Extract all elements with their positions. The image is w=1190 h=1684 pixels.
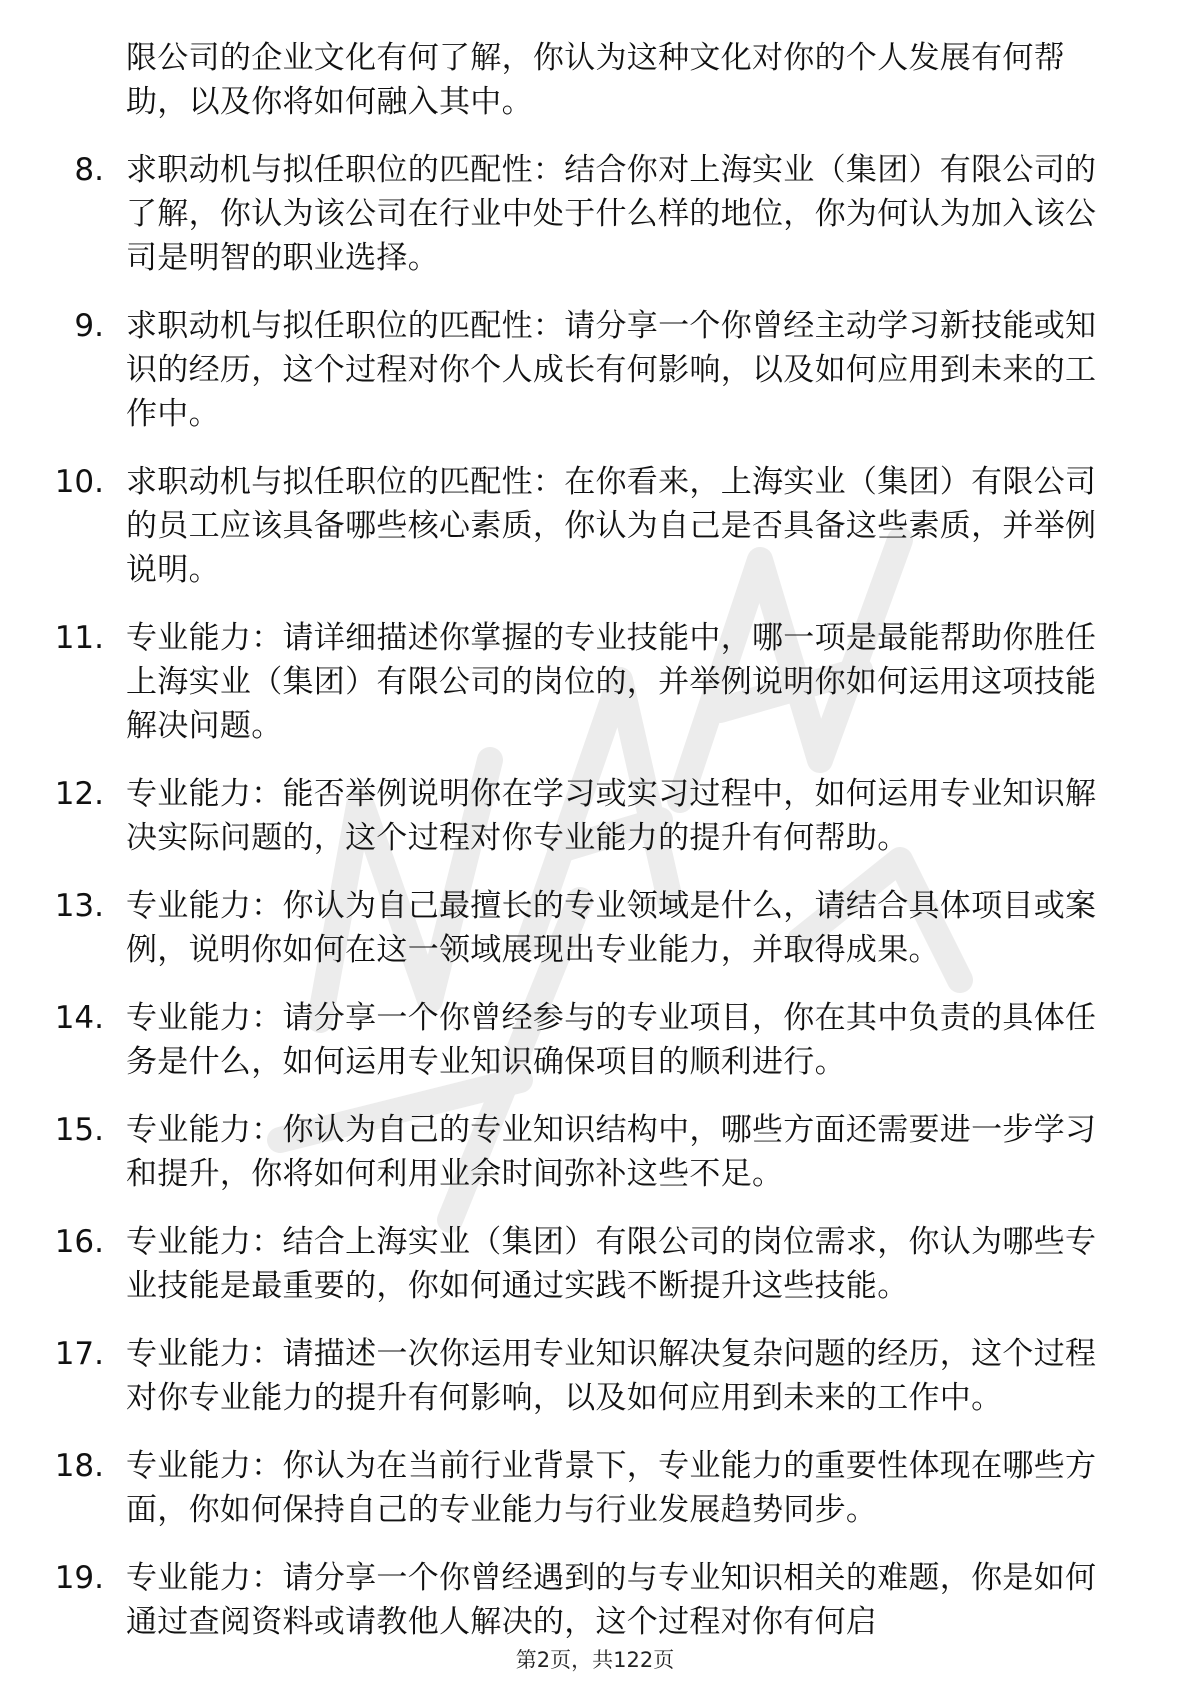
- list-item: [0, 1108, 1190, 1196]
- list-item: [0, 616, 1190, 748]
- list-item: [0, 1444, 1190, 1532]
- item-text: 专业能力：能否举例说明你在学习或实习过程中，如何运用专业知识解决实际问题的，这个过程对你专业能力的提升有何帮助。: [126, 776, 1097, 856]
- list-item: [0, 36, 1190, 124]
- item-text: 专业能力：请分享一个你曾经参与的专业项目，你在其中负责的具体任务是什么，如何运用专业知识确保项目的顺利进行。: [126, 1000, 1097, 1080]
- item-text: 专业能力：请分享一个你曾经遇到的与专业知识相关的难题，你是如何通过查阅资料或请教他人解决的，这个过程对你有何启: [126, 1560, 1097, 1640]
- list-item: [0, 460, 1190, 592]
- item-text: 专业能力：请描述一次你运用专业知识解决复杂问题的经历，这个过程对你专业能力的提升有何影响，以及如何应用到未来的工作中。: [126, 1336, 1097, 1416]
- list-item: [0, 304, 1190, 436]
- page-footer: 第2页，共122页: [515, 1648, 675, 1672]
- item-number: 16.: [54, 1224, 104, 1260]
- item-number: 12.: [54, 776, 104, 812]
- item-text: 专业能力：你认为自己的专业知识结构中，哪些方面还需要进一步学习和提升，你将如何利用业余时间弥补这些不足。: [126, 1112, 1097, 1192]
- list-item: [0, 1220, 1190, 1308]
- item-number: 18.: [54, 1448, 104, 1484]
- item-number: 17.: [54, 1336, 104, 1372]
- list-item: [0, 1332, 1190, 1420]
- list-item: [0, 884, 1190, 972]
- item-number: 11.: [54, 620, 104, 656]
- item-number: 10.: [54, 464, 104, 500]
- item-text: 专业能力：你认为自己最擅长的专业领域是什么，请结合具体项目或案例，说明你如何在这一领域展现出专业能力，并取得成果。: [126, 888, 1097, 968]
- item-text: 求职动机与拟任职位的匹配性：在你看来，上海实业（集团）有限公司的员工应该具备哪些核心素质，你认为自己是否具备这些素质，并举例说明。: [126, 464, 1097, 588]
- item-number: 14.: [54, 1000, 104, 1036]
- list-item: [0, 772, 1190, 860]
- item-text: 求职动机与拟任职位的匹配性：请分享一个你曾经主动学习新技能或知识的经历，这个过程对你个人成长有何影响，以及如何应用到未来的工作中。: [126, 308, 1097, 432]
- question-list: [0, 36, 1190, 1668]
- item-text: 专业能力：请详细描述你掌握的专业技能中，哪一项是最能帮助你胜任上海实业（集团）有限公司的岗位的，并举例说明你如何运用这项技能解决问题。: [126, 620, 1097, 744]
- item-text: 专业能力：你认为在当前行业背景下，专业能力的重要性体现在哪些方面，你如何保持自己的专业能力与行业发展趋势同步。: [126, 1448, 1097, 1528]
- item-text: 专业能力：结合上海实业（集团）有限公司的岗位需求，你认为哪些专业技能是最重要的，你如何通过实践不断提升这些技能。: [126, 1224, 1097, 1304]
- item-number: 19.: [54, 1560, 104, 1596]
- list-item: [0, 996, 1190, 1084]
- list-item: [0, 148, 1190, 280]
- item-number: 8.: [74, 152, 104, 188]
- item-text: 限公司的企业文化有何了解，你认为这种文化对你的个人发展有何帮助，以及你将如何融入其中。: [126, 40, 1065, 120]
- item-number: 15.: [54, 1112, 104, 1148]
- item-number: 13.: [54, 888, 104, 924]
- item-text: 求职动机与拟任职位的匹配性：结合你对上海实业（集团）有限公司的了解，你认为该公司在行业中处于什么样的地位，你为何认为加入该公司是明智的职业选择。: [126, 152, 1097, 276]
- list-item: [0, 1556, 1190, 1644]
- item-number: 9.: [74, 308, 104, 344]
